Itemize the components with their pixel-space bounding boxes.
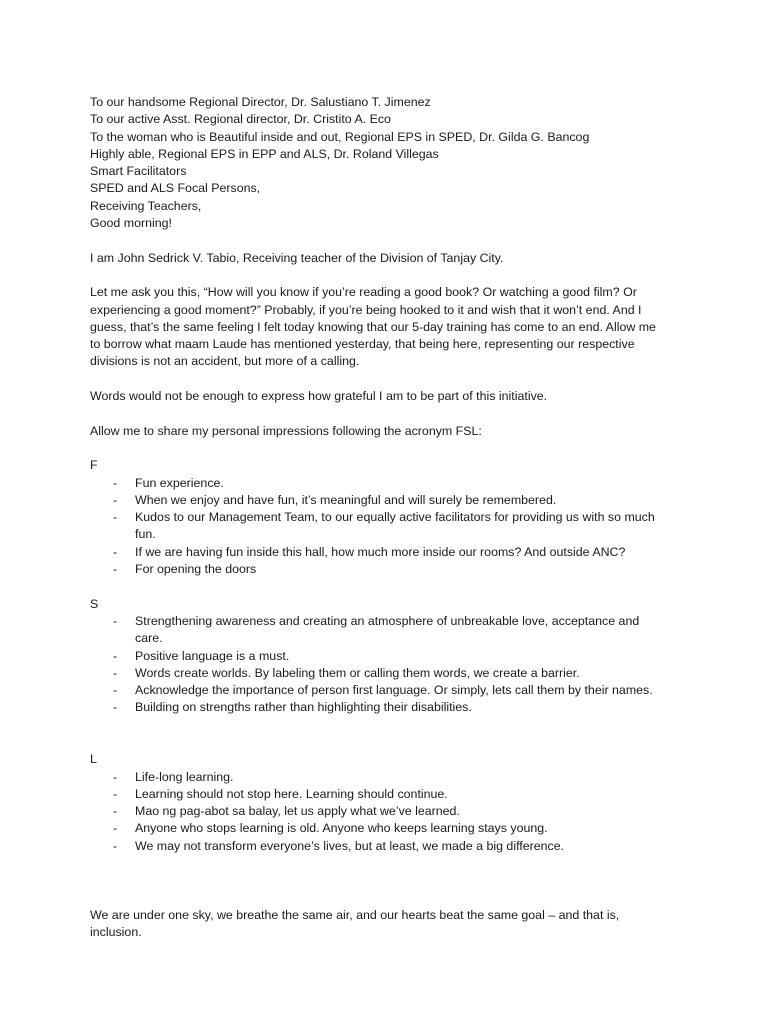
dash-bullet: -: [113, 665, 118, 680]
paragraph-line: to borrow what maam Laude has mentioned yesterday, that being here, representing our respective: [90, 337, 635, 352]
bullet-list: [90, 613, 690, 717]
dash-bullet: -: [113, 562, 118, 577]
list-item: [90, 648, 690, 665]
section-s: [90, 596, 690, 717]
section-letter: F: [90, 458, 98, 473]
dash-bullet: -: [113, 683, 118, 698]
list-item: [90, 492, 690, 509]
closing-paragraph: [90, 907, 690, 942]
list-item-text: Building on strengths rather than highlighting their disabilities.: [135, 700, 472, 715]
list-item: [90, 544, 690, 561]
section-l: [90, 751, 690, 855]
list-item-text: Learning should not stop here. Learning should continue.: [135, 786, 448, 801]
reflection-paragraph: [90, 284, 690, 370]
list-item: [90, 561, 690, 578]
paragraph-line: guess, that’s the same feeling I felt today knowing that our 5-day training has come to an end. Allow me: [90, 319, 656, 334]
list-item-text: Positive language is a must.: [135, 648, 290, 663]
dash-bullet: -: [113, 838, 118, 853]
acronym-intro-paragraph: Allow me to share my personal impressions following the acronym FSL:: [90, 423, 482, 438]
list-item-text: Fun experience.: [135, 475, 224, 490]
dash-bullet: -: [113, 544, 118, 559]
salutation-line: Receiving Teachers,: [90, 198, 202, 213]
dash-bullet: -: [113, 786, 118, 801]
intro-paragraph: I am John Sedrick V. Tabio, Receiving teacher of the Division of Tanjay City.: [90, 250, 504, 265]
dash-bullet: -: [113, 804, 118, 819]
dash-bullet: -: [113, 821, 118, 836]
list-item-text: Acknowledge the importance of person first language. Or simply, lets call them by their names.: [135, 683, 653, 698]
list-item: [90, 803, 690, 820]
list-item: [90, 820, 690, 837]
dash-bullet: -: [113, 475, 118, 490]
salutation-line: Highly able, Regional EPS in EPP and ALS, Dr. Roland Villegas: [90, 146, 439, 161]
salutation-line: Good morning!: [90, 216, 172, 231]
salutation-line: To our active Asst. Regional director, Dr. Cristito A. Eco: [90, 112, 391, 127]
list-item-text: Anyone who stops learning is old. Anyone who keeps learning stays young.: [135, 821, 548, 836]
dash-bullet: -: [113, 769, 118, 784]
list-item-text: Kudos to our Management Team, to our equally active facilitators for providing us with so much fun.: [135, 510, 655, 542]
list-item: [90, 769, 690, 786]
list-item-text: If we are having fun inside this hall, how much more inside our rooms? And outside ANC?: [135, 544, 626, 559]
list-item: [90, 682, 690, 699]
dash-bullet: -: [113, 492, 118, 507]
list-item: [90, 509, 690, 544]
list-item-text: We may not transform everyone’s lives, but at least, we made a big difference.: [135, 838, 565, 853]
dash-bullet: -: [113, 648, 118, 663]
salutation-line: Smart Facilitators: [90, 164, 187, 179]
section-letter: L: [90, 752, 97, 767]
salutation-line: SPED and ALS Focal Persons,: [90, 181, 261, 196]
list-item-text: Mao ng pag-abot sa balay, let us apply what we’ve learned.: [135, 804, 460, 819]
list-item-text: For opening the doors: [135, 562, 257, 577]
paragraph-line: We are under one sky, we breathe the same air, and our hearts beat the same goal – and that is,: [90, 907, 620, 922]
bullet-list: [90, 475, 690, 579]
salutation-line: To the woman who is Beautiful inside and out, Regional EPS in SPED, Dr. Gilda G. Bancog: [90, 129, 590, 144]
list-item-text: Life-long learning.: [135, 769, 234, 784]
list-item: [90, 838, 690, 855]
paragraph-line: inclusion.: [90, 925, 142, 940]
gratitude-paragraph: Words would not be enough to express how grateful I am to be part of this initiative.: [90, 389, 548, 404]
list-item: [90, 786, 690, 803]
document-page: [90, 94, 690, 942]
paragraph-line: experiencing a good moment?” Probably, if you’re being hooked to it and wish that it won’t end. And I: [90, 302, 642, 317]
list-item: [90, 699, 690, 716]
paragraph-line: divisions is not an accident, but more of a calling.: [90, 354, 360, 369]
section-letter: S: [90, 596, 99, 611]
dash-bullet: -: [113, 700, 118, 715]
paragraph-line: Let me ask you this, “How will you know if you’re reading a good book? Or watching a good film? Or: [90, 285, 637, 300]
list-item-text: Words create worlds. By labeling them or calling them words, we create a barrier.: [135, 665, 580, 680]
dash-bullet: -: [113, 613, 118, 628]
list-item: [90, 613, 690, 648]
list-item: [90, 475, 690, 492]
dash-bullet: -: [113, 510, 118, 525]
salutation-block: [90, 94, 690, 232]
salutation-line: To our handsome Regional Director, Dr. Salustiano T. Jimenez: [90, 95, 431, 109]
section-f: [90, 457, 690, 578]
list-item: [90, 665, 690, 682]
list-item-text: When we enjoy and have fun, it’s meaningful and will surely be remembered.: [135, 492, 557, 507]
list-item-text: Strengthening awareness and creating an atmosphere of unbreakable love, acceptance and care.: [135, 613, 640, 646]
bullet-list: [90, 769, 690, 855]
